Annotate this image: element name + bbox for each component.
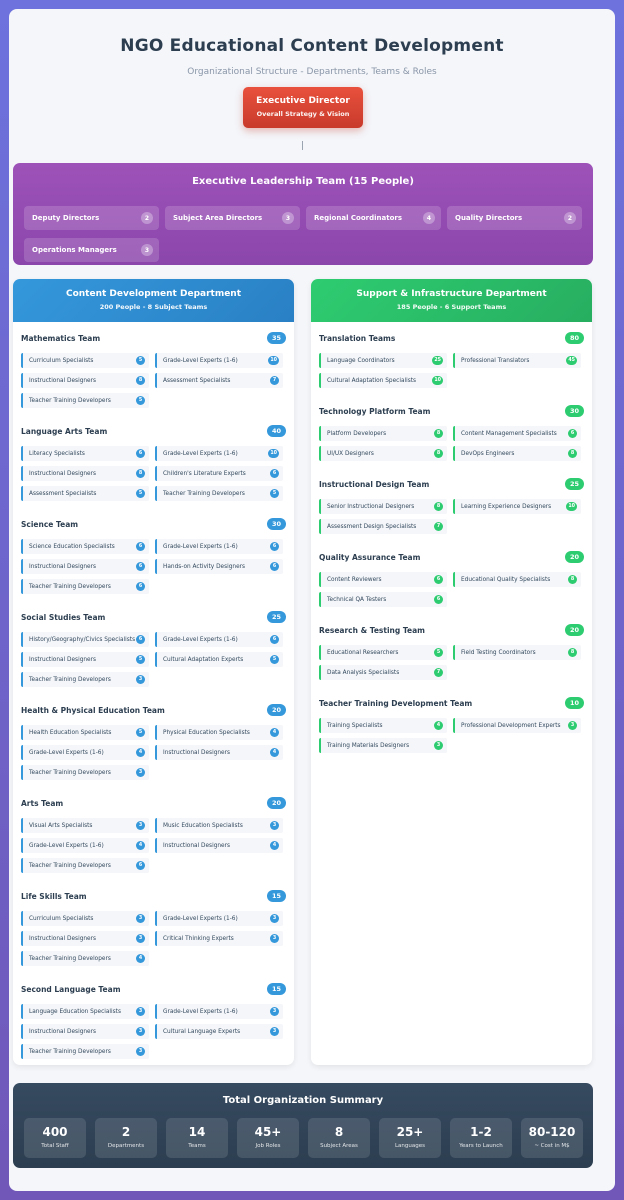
role-name: History/Geography/Civics Specialists [29,636,136,643]
role-item[interactable] [21,486,149,501]
team-header [21,890,286,904]
summary-stat [24,1118,86,1158]
role-name: Educational Researchers [327,649,399,656]
department-meta: 185 People - 6 Support Teams [396,303,507,311]
role-item[interactable] [453,499,581,514]
team-name: Mathematics Team [21,334,101,343]
role-count: 5 [136,728,145,737]
role-item[interactable] [319,572,447,587]
role-name: Content Reviewers [327,576,382,583]
team-count-badge: 20 [565,551,584,563]
team-header [319,478,584,492]
role-count: 3 [270,821,279,830]
team-block [21,797,286,869]
role-count: 10 [270,451,277,456]
role-name: Cultural Adaptation Specialists [327,377,417,384]
role-count: 8 [136,469,145,478]
role-count: 25 [434,358,441,363]
team-header [21,797,286,811]
team-count-badge: 25 [267,611,286,623]
role-item[interactable] [21,393,149,408]
role-item[interactable] [21,838,149,853]
team-name: Quality Assurance Team [319,553,421,562]
role-count: 5 [136,396,145,405]
role-name: Teacher Training Developers [29,397,111,404]
role-name: Cultural Adaptation Experts [163,656,244,663]
role-count: 3 [136,821,145,830]
team-count-badge: 10 [565,697,584,709]
role-name: Teacher Training Developers [29,769,111,776]
role-count: 6 [136,635,145,644]
role-name: Grade-Level Experts (1-6) [163,450,238,457]
role-item[interactable] [155,539,283,554]
role-count: 6 [568,429,577,438]
role-item[interactable] [319,353,447,368]
role-item[interactable] [21,951,149,966]
role-item[interactable] [155,818,283,833]
team-count-badge: 20 [267,704,286,716]
stat-value: 1-2 [470,1125,492,1139]
role-item[interactable] [453,426,581,441]
role-name: Teacher Training Developers [29,1048,111,1055]
role-count: 7 [434,522,443,531]
role-count: 3 [136,1007,145,1016]
role-count: 7 [270,376,279,385]
role-count: 3 [270,914,279,923]
organization-summary [13,1083,593,1168]
role-name: Instructional Designers [29,1028,97,1035]
team-name: Teacher Training Development Team [319,699,473,708]
team-block [21,332,286,404]
role-item[interactable] [21,373,149,388]
team-block [21,890,286,962]
role-name: Grade-Level Experts (1-6) [29,749,104,756]
role-name: Teacher Training Developers [29,955,111,962]
role-name: DevOps Engineers [461,450,515,457]
team-count-badge: 20 [267,797,286,809]
team-count-badge: 40 [267,425,286,437]
role-name: Instructional Designers [29,563,97,570]
role-name: Music Education Specialists [163,822,243,829]
role-count: 10 [434,378,441,383]
stat-value: 80-120 [528,1125,576,1139]
role-count: 3 [136,1027,145,1036]
executive-director-title: Executive Director [256,96,350,106]
role-item[interactable] [21,911,149,926]
leadership-role-count: 4 [423,212,435,224]
team-block [319,405,584,457]
role-name: Curriculum Specialists [29,915,94,922]
role-item[interactable] [21,1004,149,1019]
role-item[interactable] [319,373,447,388]
role-count: 8 [568,575,577,584]
stat-label: Total Staff [41,1143,69,1149]
role-item[interactable] [319,519,447,534]
role-item[interactable] [453,645,581,660]
role-count: 3 [136,914,145,923]
role-item[interactable] [155,466,283,481]
team-header [319,332,584,346]
role-name: Assessment Specialists [163,377,231,384]
role-name: Field Testing Coordinators [461,649,536,656]
role-name: Professional Development Experts [461,722,561,729]
role-item[interactable] [21,539,149,554]
role-name: Physical Education Specialists [163,729,250,736]
summary-stat [166,1118,228,1158]
team-block [21,704,286,776]
role-count: 10 [270,358,277,363]
team-block [21,611,286,683]
role-item[interactable] [21,579,149,594]
role-name: Instructional Designers [29,656,97,663]
department-name: Content Development Department [65,289,242,299]
page-title: NGO Educational Content Development [120,36,504,56]
role-name: Cultural Language Experts [163,1028,241,1035]
leadership-role[interactable] [24,206,159,230]
role-item[interactable] [155,652,283,667]
role-item[interactable] [155,911,283,926]
summary-stat [379,1118,441,1158]
role-item[interactable] [21,858,149,873]
role-item[interactable] [319,592,447,607]
team-count-badge: 30 [267,518,286,530]
leadership-role-count: 2 [564,212,576,224]
role-name: Teacher Training Developers [163,490,245,497]
role-name: Grade-Level Experts (1-6) [163,636,238,643]
role-count: 3 [270,1007,279,1016]
stat-value: 45+ [254,1125,282,1139]
summary-stat [308,1118,370,1158]
role-item[interactable] [155,725,283,740]
role-item[interactable] [453,718,581,733]
role-item[interactable] [155,1004,283,1019]
role-name: UI/UX Designers [327,450,374,457]
role-count: 6 [136,542,145,551]
role-count: 5 [434,648,443,657]
role-name: Science Education Specialists [29,543,115,550]
role-count: 5 [136,356,145,365]
team-name: Translation Teams [319,334,396,343]
team-count-badge: 15 [267,890,286,902]
team-name: Language Arts Team [21,427,108,436]
role-count: 3 [136,768,145,777]
leadership-role-count: 3 [282,212,294,224]
role-count: 6 [136,449,145,458]
summary-stat [237,1118,299,1158]
role-item[interactable] [319,446,447,461]
connector-line [302,141,303,150]
role-item[interactable] [21,446,149,461]
role-count: 6 [434,575,443,584]
leadership-role-count: 3 [141,244,153,256]
role-name: Curriculum Specialists [29,357,94,364]
role-count: 6 [270,542,279,551]
role-count: 3 [270,934,279,943]
team-header [21,425,286,439]
role-name: Grade-Level Experts (1-6) [29,842,104,849]
team-header [319,551,584,565]
role-count: 6 [270,469,279,478]
team-name: Life Skills Team [21,892,87,901]
summary-stat [450,1118,512,1158]
role-count: 4 [434,721,443,730]
role-name: Visual Arts Specialists [29,822,93,829]
role-name: Instructional Designers [163,842,231,849]
stat-label: Job Roles [255,1143,281,1149]
leadership-role[interactable] [24,238,159,262]
role-item[interactable] [155,1024,283,1039]
team-name: Instructional Design Team [319,480,430,489]
role-item[interactable] [155,931,283,946]
role-name: Platform Developers [327,430,387,437]
role-name: Instructional Designers [29,470,97,477]
role-count: 7 [434,668,443,677]
role-name: Senior Instructional Designers [327,503,415,510]
role-count: 4 [136,954,145,963]
role-count: 3 [136,934,145,943]
role-count: 8 [136,376,145,385]
content-development-department [13,279,294,1065]
stat-value: 8 [334,1125,344,1139]
stat-label: Teams [188,1143,206,1149]
team-block [319,332,584,384]
role-name: Training Materials Designers [327,742,410,749]
role-item[interactable] [319,645,447,660]
department-header [13,279,294,322]
summary-stat [95,1118,157,1158]
stat-value: 2 [121,1125,131,1139]
role-item[interactable] [155,838,283,853]
role-name: Critical Thinking Experts [163,935,234,942]
role-count: 45 [568,358,575,363]
leadership-role-count: 2 [141,212,153,224]
summary-stat [521,1118,583,1158]
role-count: 6 [136,582,145,591]
team-header [21,983,286,997]
team-name: Science Team [21,520,79,529]
role-count: 3 [136,1047,145,1056]
role-item[interactable] [319,665,447,680]
role-item[interactable] [21,632,149,647]
role-item[interactable] [453,572,581,587]
leadership-role[interactable] [306,206,441,230]
role-item[interactable] [21,1044,149,1059]
role-count: 3 [136,675,145,684]
team-count-badge: 25 [565,478,584,490]
leadership-role-name: Deputy Directors [32,214,100,222]
role-count: 6 [434,595,443,604]
role-item[interactable] [155,353,283,368]
role-item[interactable] [21,725,149,740]
leadership-role-name: Subject Area Directors [173,214,263,222]
role-item[interactable] [155,446,283,461]
role-count: 4 [270,728,279,737]
support-infrastructure-department [311,279,592,1065]
team-name: Health & Physical Education Team [21,706,165,715]
role-name: Technical QA Testers [327,596,387,603]
role-item[interactable] [155,559,283,574]
role-item[interactable] [155,632,283,647]
stat-label: Subject Areas [320,1143,358,1149]
team-header [21,611,286,625]
role-count: 3 [434,741,443,750]
role-item[interactable] [155,373,283,388]
role-count: 4 [136,841,145,850]
role-name: Grade-Level Experts (1-6) [163,543,238,550]
team-name: Research & Testing Team [319,626,425,635]
role-item[interactable] [155,486,283,501]
role-item[interactable] [21,745,149,760]
role-count: 4 [270,748,279,757]
role-count: 5 [270,655,279,664]
role-name: Professional Translators [461,357,530,364]
role-name: Grade-Level Experts (1-6) [163,357,238,364]
team-name: Second Language Team [21,985,121,994]
role-item[interactable] [453,353,581,368]
role-count: 4 [136,748,145,757]
role-name: Teacher Training Developers [29,583,111,590]
team-header [21,332,286,346]
role-count: 8 [568,648,577,657]
leadership-role[interactable] [165,206,300,230]
role-name: Grade-Level Experts (1-6) [163,1008,238,1015]
team-block [21,518,286,590]
role-name: Instructional Designers [163,749,231,756]
executive-leadership-box [13,163,593,265]
role-count: 5 [136,655,145,664]
role-count: 6 [136,562,145,571]
team-count-badge: 35 [267,332,286,344]
role-item[interactable] [319,738,447,753]
role-count: 6 [136,861,145,870]
role-item[interactable] [319,499,447,514]
team-block [319,697,584,749]
stat-value: 400 [42,1125,68,1139]
role-name: Hands-on Activity Designers [163,563,246,570]
role-item[interactable] [21,652,149,667]
stat-label: Languages [394,1143,425,1149]
role-name: Teacher Training Developers [29,862,111,869]
role-name: Data Analysis Specialists [327,669,400,676]
role-count: 8 [434,502,443,511]
role-item[interactable] [319,426,447,441]
role-item[interactable] [21,353,149,368]
role-item[interactable] [21,672,149,687]
role-count: 3 [568,721,577,730]
team-block [319,624,584,676]
team-header [319,405,584,419]
team-count-badge: 80 [565,332,584,344]
role-name: Assessment Design Specialists [327,523,417,530]
role-name: Health Education Specialists [29,729,112,736]
role-item[interactable] [453,446,581,461]
stat-value: 25+ [396,1125,424,1139]
summary-title: Total Organization Summary [222,1095,384,1106]
role-count: 8 [434,429,443,438]
role-count: 4 [270,841,279,850]
role-count: 8 [434,449,443,458]
role-item[interactable] [21,818,149,833]
team-block [21,425,286,497]
leadership-role[interactable] [447,206,582,230]
team-header [21,518,286,532]
role-name: Grade-Level Experts (1-6) [163,915,238,922]
team-name: Technology Platform Team [319,407,431,416]
role-item[interactable] [21,559,149,574]
role-name: Learning Experience Designers [461,503,552,510]
stat-label: Years to Launch [459,1143,503,1149]
team-name: Arts Team [21,799,64,808]
stat-label: Departments [107,1143,145,1149]
department-header [311,279,592,322]
leadership-title: Executive Leadership Team (15 People) [192,176,414,187]
team-header [319,697,584,711]
role-name: Instructional Designers [29,935,97,942]
stat-value: 14 [188,1125,206,1139]
leadership-role-name: Quality Directors [455,214,523,222]
leadership-role-name: Operations Managers [32,246,117,254]
team-header [21,704,286,718]
role-name: Instructional Designers [29,377,97,384]
role-name: Language Coordinators [327,357,395,364]
leadership-role-name: Regional Coordinators [314,214,402,222]
role-count: 5 [270,489,279,498]
page-subtitle: Organizational Structure - Departments, Teams & Roles [187,67,437,77]
team-count-badge: 15 [267,983,286,995]
role-count: 8 [568,449,577,458]
role-count: 10 [568,504,575,509]
role-name: Teacher Training Developers [29,676,111,683]
executive-director-box[interactable] [243,87,363,128]
role-name: Training Specialists [327,722,383,729]
department-name: Support & Infrastructure Department [356,289,547,299]
role-count: 3 [270,1027,279,1036]
role-name: Language Education Specialists [29,1008,121,1015]
role-name: Literacy Specialists [29,450,85,457]
team-block [319,478,584,530]
team-block [21,983,286,1055]
role-count: 6 [270,635,279,644]
team-name: Social Studies Team [21,613,106,622]
role-item[interactable] [155,745,283,760]
team-count-badge: 30 [565,405,584,417]
role-count: 5 [136,489,145,498]
executive-director-subtitle: Overall Strategy & Vision [256,110,350,118]
role-item[interactable] [21,466,149,481]
team-count-badge: 20 [565,624,584,636]
department-meta: 200 People - 8 Subject Teams [99,303,208,311]
stat-label: ~ Cost in M$ [534,1143,570,1149]
team-header [319,624,584,638]
role-name: Children's Literature Experts [163,470,246,477]
role-name: Assessment Specialists [29,490,97,497]
role-item[interactable] [319,718,447,733]
role-name: Educational Quality Specialists [461,576,551,583]
role-item[interactable] [21,765,149,780]
role-item[interactable] [21,931,149,946]
team-block [319,551,584,603]
role-name: Content Management Specialists [461,430,557,437]
role-count: 6 [270,562,279,571]
role-item[interactable] [21,1024,149,1039]
